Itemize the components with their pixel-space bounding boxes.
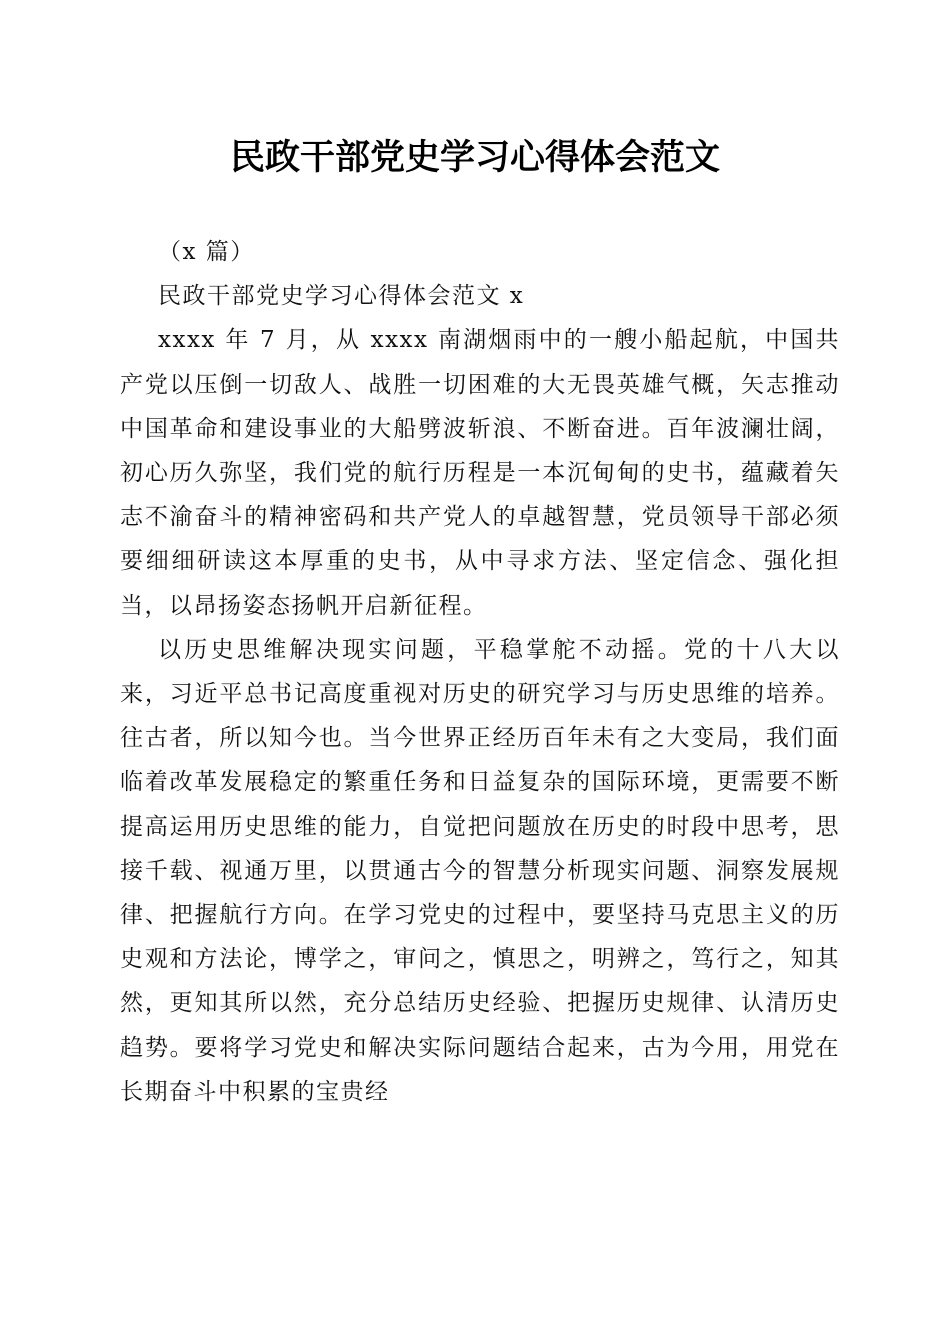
paragraph: 以历史思维解决现实问题，平稳掌舵不动摇。党的十八大以来，习近平总书记高度重视对历史的研究学习与历史思维的培养。往古者，所以知今也。当今世界正经历百年未有之大变局，我们面临着改革发展稳定的繁重任务和日益复杂的国际环境，更需要不断提高运用历史思维的能力，自觉把问题放在历史的时段中思考，思接千载、视通万里，以贯通古今的智慧分析现实问题、洞察发展规律、把握航行方向。在学习党史的过程中，要坚持马克思主义的历史观和方法论，博学之，审问之，慎思之，明辨之，笃行之，知其然，更知其所以然，充分总结历史经验、把握历史规律、认清历史趋势。要将学习党史和解决实际问题结合起来，古为今用，用党在长期奋斗中积累的宝贵经 (120, 636, 840, 1105)
subtitle: （x 篇） (158, 239, 255, 265)
document-body (120, 230, 840, 1114)
paragraph: xxxx 年 7 月，从 xxxx 南湖烟雨中的一艘小船起航，中国共产党以压倒一切敌人、战胜一切困难的大无畏英雄气概，矢志推动中国革命和建设事业的大船劈波斩浪、不断奋进。百年波澜壮阔，初心历久弥坚，我们党的航行历程是一本沉甸甸的史书，蕴藏着矢志不渝奋斗的精神密码和共产党人的卓越智慧，党员领导干部必须要细细研读这本厚重的史书，从中寻求方法、坚定信念、强化担当，以昂扬姿态扬帆开启新征程。 (120, 327, 840, 619)
document-title: 民政干部党史学习心得体会范文 (229, 137, 720, 178)
section-heading: 民政干部党史学习心得体会范文 x (158, 283, 525, 310)
